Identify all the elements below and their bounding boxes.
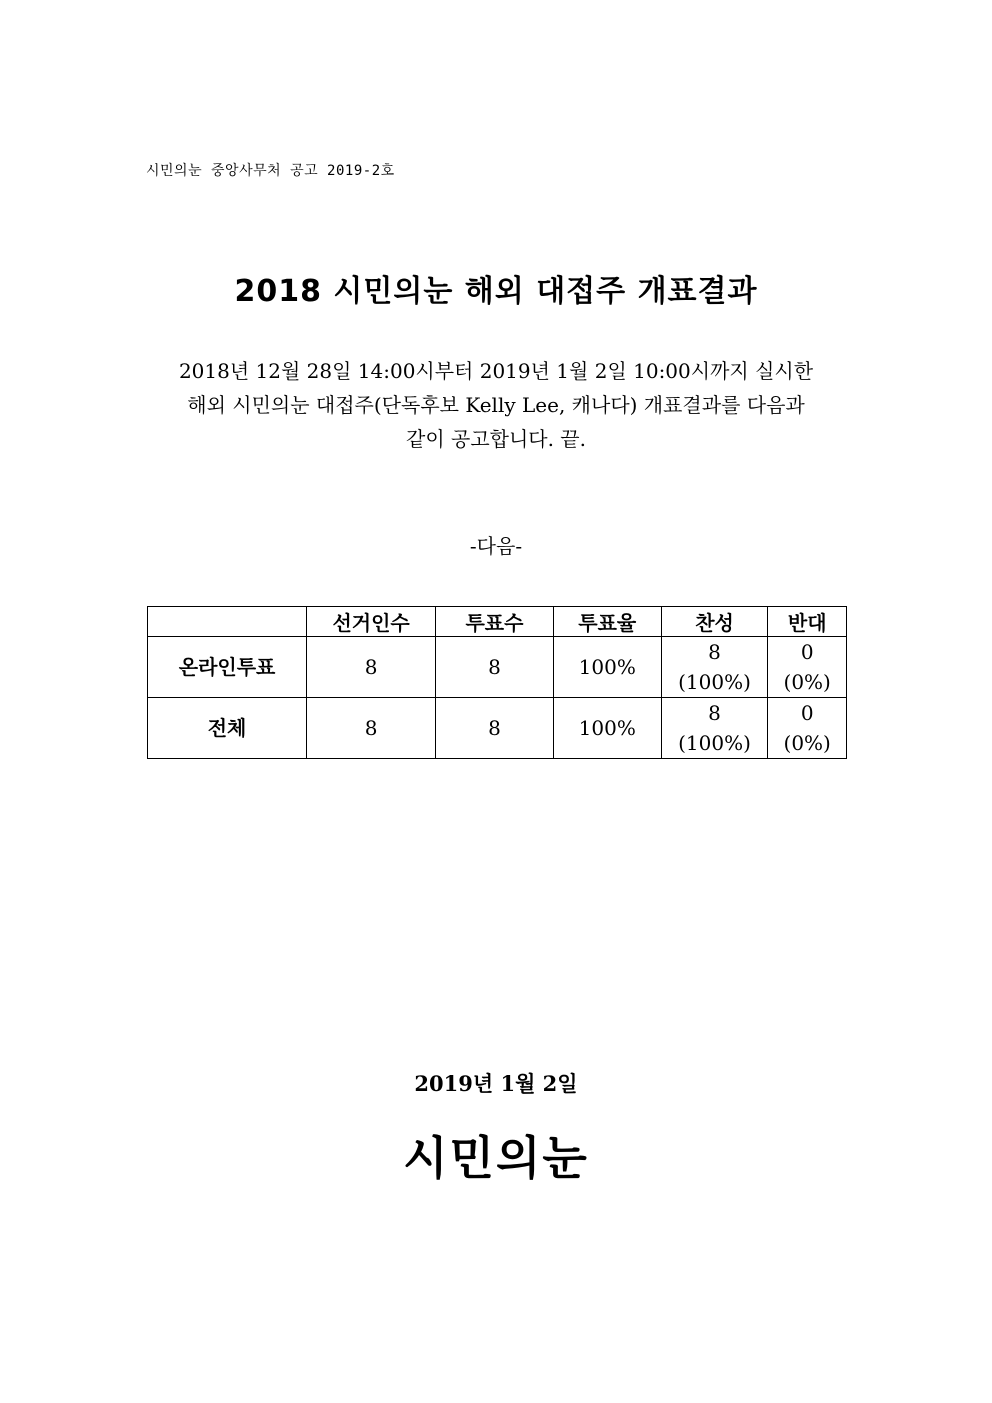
no-cell: [768, 637, 847, 698]
votes-cell: 8: [436, 698, 554, 759]
organization-name: 시민의눈: [403, 1131, 589, 1185]
header-blank: [148, 607, 307, 637]
table-row: [148, 698, 847, 759]
no-count: 0: [800, 701, 814, 725]
no-percent: (0%): [783, 670, 831, 694]
table-header-row: [148, 607, 847, 637]
yes-percent: (100%): [678, 670, 751, 694]
voters-cell: 8: [307, 698, 436, 759]
yes-cell: [661, 698, 768, 759]
yes-count: 8: [708, 640, 721, 664]
header-votes: 투표수: [436, 607, 554, 637]
following-label: -다음-: [469, 534, 523, 558]
row-label: 온라인투표: [148, 637, 307, 698]
intro-line-3: 같이 공고합니다. 끝.: [406, 427, 586, 451]
intro-line-1: 2018년 12월 28일 14:00시부터 2019년 1월 2일 10:00시까지 실시한: [178, 359, 814, 383]
signature-date: 2019년 1월 2일: [414, 1071, 578, 1096]
header-no: 반대: [768, 607, 847, 637]
votes-cell: 8: [436, 637, 554, 698]
no-percent: (0%): [783, 731, 831, 755]
header-yes: 찬성: [661, 607, 768, 637]
no-count: 0: [800, 640, 814, 664]
table-row: [148, 637, 847, 698]
header-voters: 선거인수: [307, 607, 436, 637]
yes-cell: [661, 637, 768, 698]
turnout-cell: 100%: [553, 637, 661, 698]
header-turnout: 투표율: [553, 607, 661, 637]
intro-paragraph: [140, 354, 852, 456]
results-table: [147, 606, 847, 759]
document-title: 2018 시민의눈 해외 대접주 개표결과: [234, 274, 758, 309]
row-label: 전체: [148, 698, 307, 759]
notice-number: 시민의눈 중앙사무처 공고 2019-2호: [146, 163, 395, 179]
voters-cell: 8: [307, 637, 436, 698]
turnout-cell: 100%: [553, 698, 661, 759]
yes-percent: (100%): [678, 731, 751, 755]
no-cell: [768, 698, 847, 759]
yes-count: 8: [708, 701, 721, 725]
intro-line-2: 해외 시민의눈 대접주(단독후보 Kelly Lee, 캐나다) 개표결과를 다음과: [187, 393, 805, 417]
